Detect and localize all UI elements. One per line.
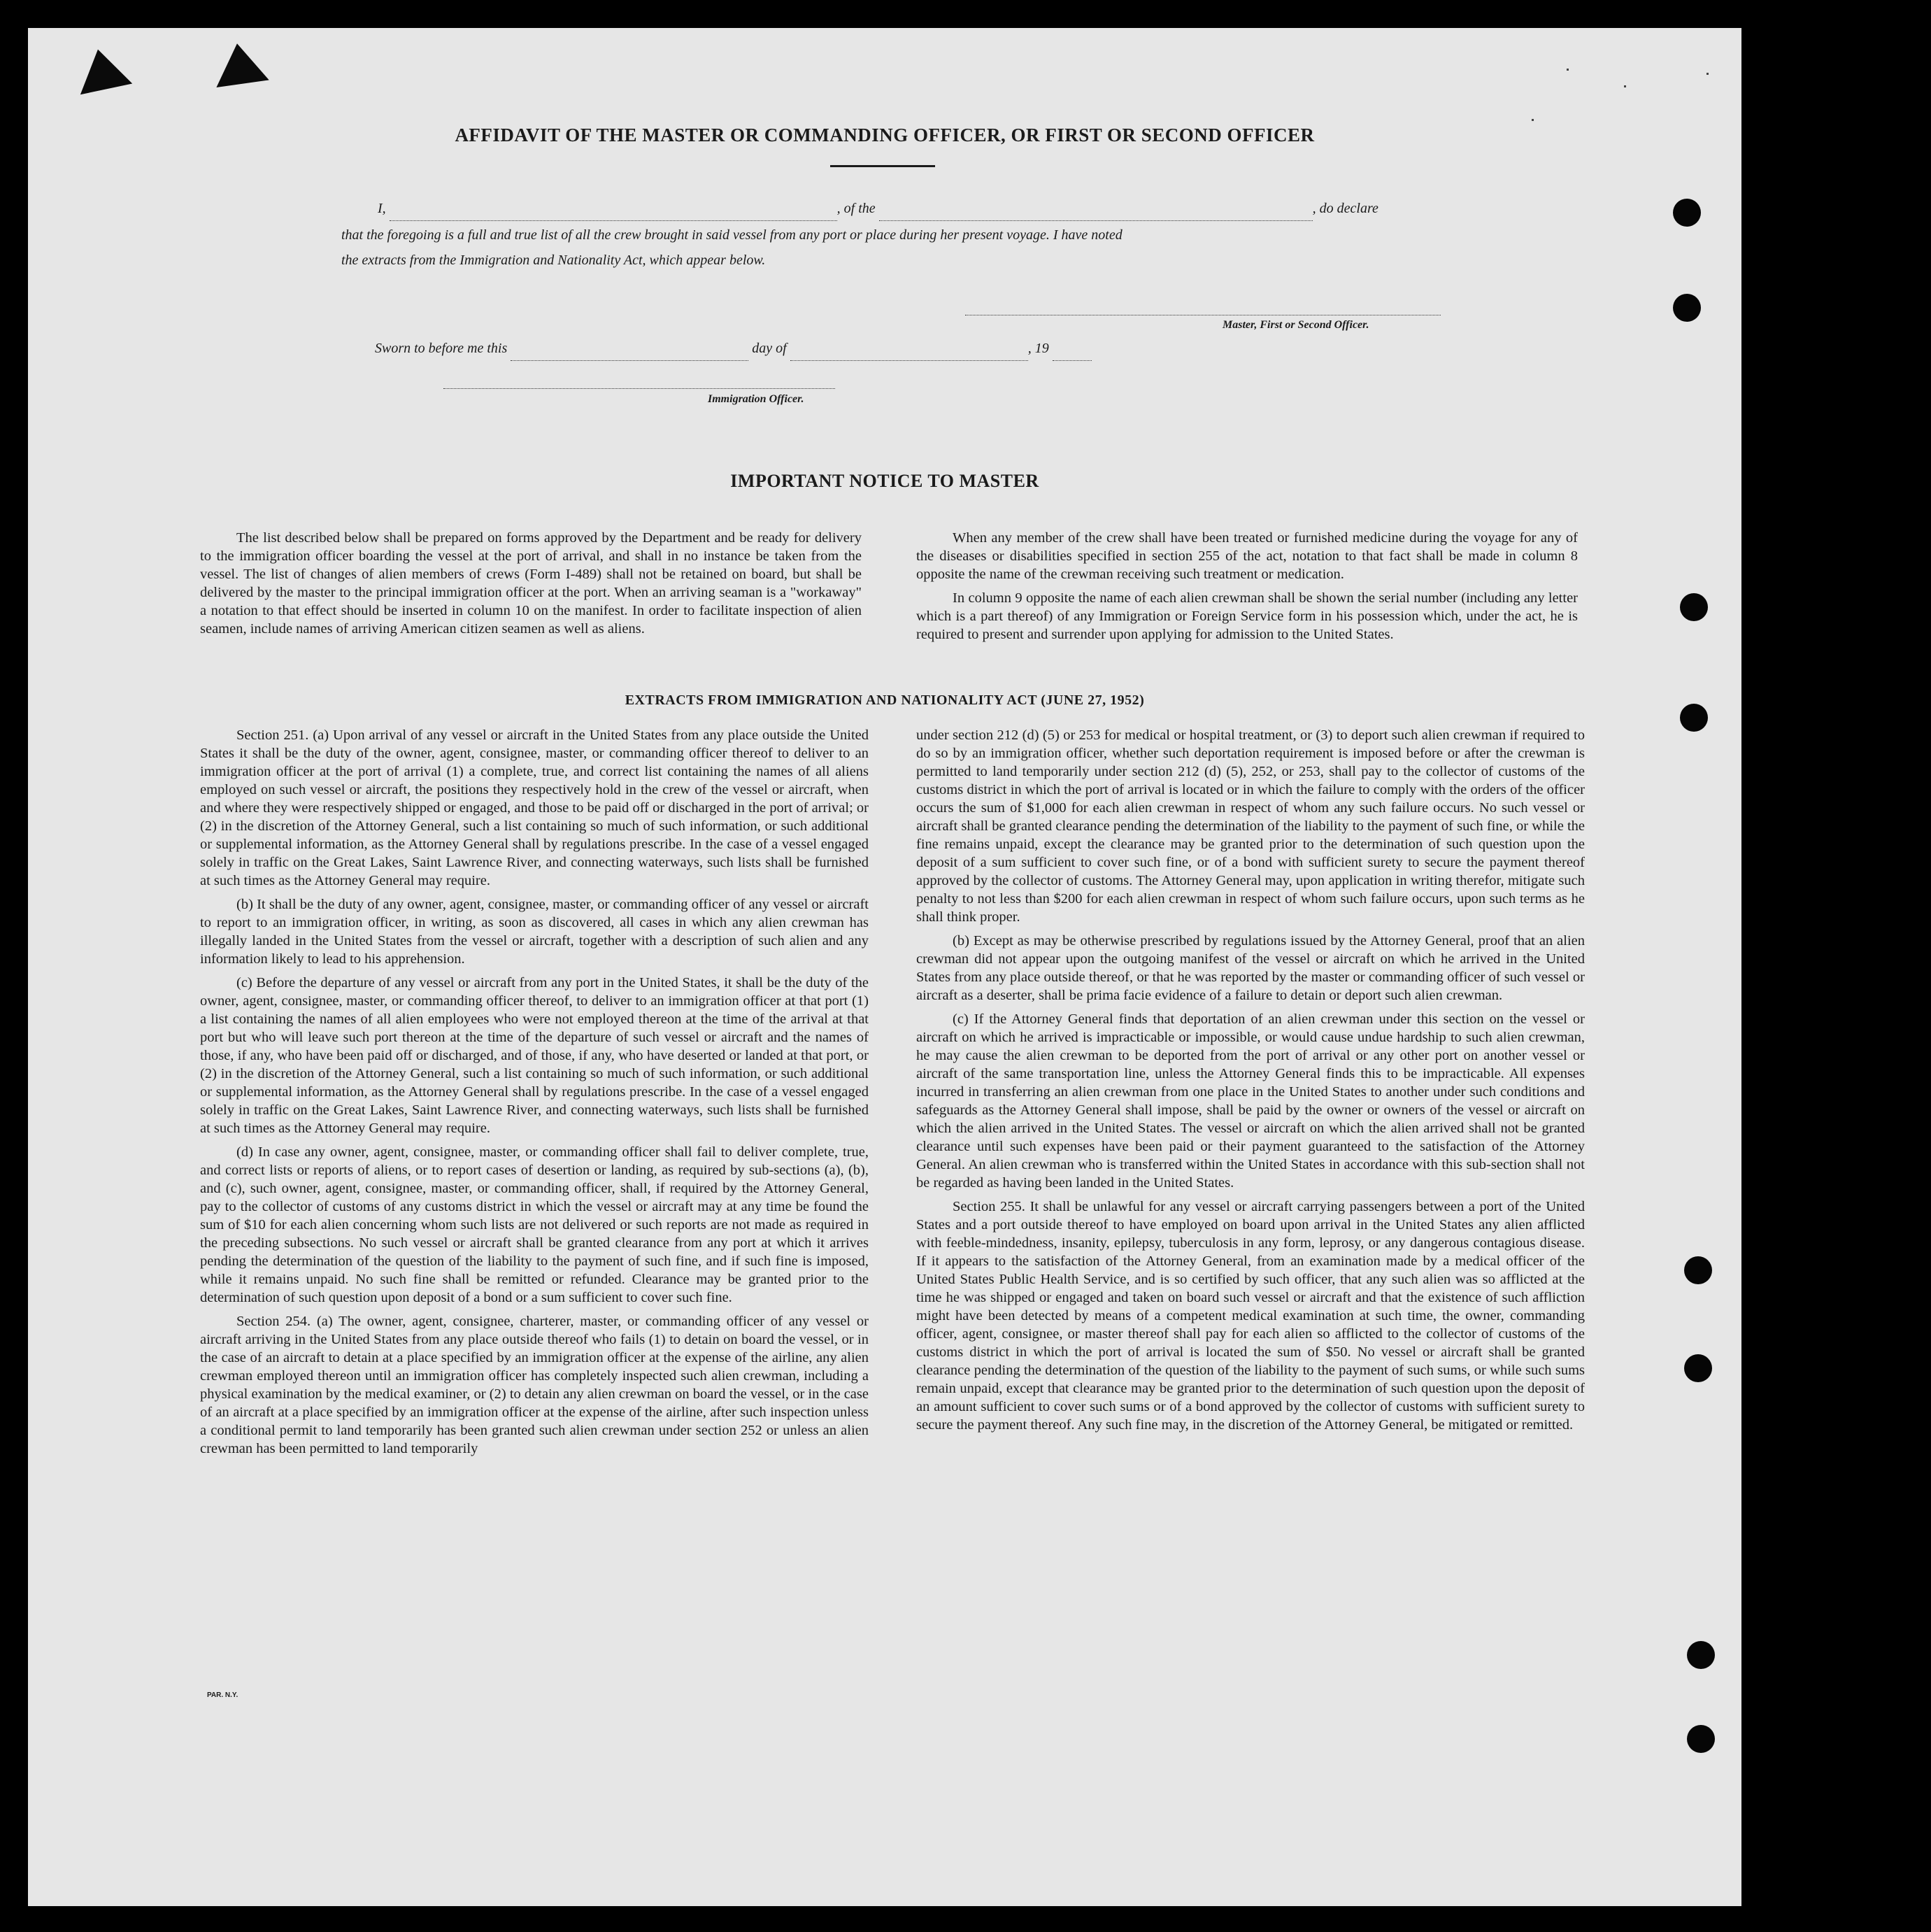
notice-left-column bbox=[200, 529, 862, 644]
sworn-year-label: , 19 bbox=[1027, 341, 1049, 356]
document-page bbox=[28, 28, 1741, 1906]
extract-paragraph: under section 212 (d) (5) or 253 for medical or hospital treatment, or (3) to deport such alien crewman if required to do so by an immigration officer, whether such deportation requirement is imposed before or after the crewman is permitted to land temporarily under section 212 (d) (5), 252, or 253, shall pay to the collector of customs of the customs district in which the port of arrival is located or in which the failure to comply with the orders of the officer occurs the sum of $1,000 for each alien crewman in respect of whom any such failure occurs. No such vessel or aircraft shall be granted clearance pending the determination of the liability to the payment of such fine, or while the fine remains unpaid, except the clearance may be granted prior to the determination of such question upon the deposit of a sum sufficient to cover such fine, or of a bond with sufficient surety to secure the payment thereof approved by the collector of customs. The Attorney General may, upon application in writing therefor, mitigate such penalty to not less than $200 for each alien crewman in respect of whom such failure occurs, upon such terms as he shall think proper. bbox=[916, 727, 1585, 925]
extracts-title: EXTRACTS FROM IMMIGRATION AND NATIONALITY ACT (JUNE 27, 1952) bbox=[625, 692, 1145, 708]
extract-paragraph: (c) If the Attorney General finds that deportation of an alien crewman under this section on the vessel or aircraft on which he arrived is impracticable or impossible, or would cause undue hardship to such alien crewman, he may cause the alien crewman to be deported from the port of arrival or any other port on another vessel or aircraft of the same transportation line, unless the Attorney General finds this to be impracticable. All expenses incurred in transferring an alien crewman from one place in the United States to another under such conditions and safeguards as the Attorney General shall impose, shall be paid by the owner or owners of the vessel or aircraft on which the alien arrived in the United States. The vessel or aircraft on which the alien arrived shall not be granted clearance until such expenses have been paid or their payment guaranteed to the satisfaction of the Attorney General. An alien crewman who is transferred within the United States in accordance with this sub-section shall not be regarded as having been landed in the United States. bbox=[916, 1011, 1585, 1191]
immigration-officer-caption: Immigration Officer. bbox=[708, 393, 804, 405]
printer-mark: PAR. N.Y. bbox=[207, 1691, 238, 1699]
sworn-line bbox=[375, 336, 1214, 361]
extract-paragraph: Section 255. It shall be unlawful for any vessel or aircraft carrying passengers between a port of the United States and a port outside thereof to have employed on board upon arrival in the United States any alien afflicted with feeble-mindedness, insanity, epilepsy, tuberculosis in any form, leprosy, or any dangerous contagious disease. If it appears to the satisfaction of the Attorney General, from an examination made by a medical officer of the United States Public Health Service, and is so certified by such officer, that any such alien was so afflicted at the time he was shipped or engaged and taken on board such vessel or aircraft and that the existence of such affliction might have been detected by means of a competent medical examination at such time, the owner, commanding officer, agent, consignee, or master thereof shall pay for each alien so afflicted to the collector of customs of the customs district in which the port of arrival is located the sum of $50. No vessel or aircraft shall be granted clearance pending the determination of the question of the liability to the payment of such sums, or while such sums remain unpaid, except that clearance may be granted prior to the determination of such question upon the deposit of an amount sufficient to cover such sums or of a bond approved by the collector of customs with sufficient surety to secure the payment thereof. Any such fine may, in the discretion of the Attorney General, be mitigated or remitted. bbox=[916, 1199, 1585, 1433]
extract-paragraph: (c) Before the departure of any vessel or aircraft from any port in the United States, it shall be the duty of the owner, agent, consignee, master, or commanding officer thereof, to deliver to an immigration officer at that port (1) a list containing the names of all alien employees who were not employed thereon at the time of the arrival at that port but who will leave such port thereon at the time of the departure of such vessel or aircraft and the names of those, if any, who have been paid off or discharged, and of those, if any, who have deserted or landed at that port, or (2) in the discretion of the Attorney General, such a list containing so much of such information, or such additional or supplemental information, as the Attorney General shall by regulations prescribe. In the case of a vessel engaged solely in traffic on the Great Lakes, Saint Lawrence River, and connecting waterways, such lists shall be furnished at such times as the Attorney General may require. bbox=[200, 975, 869, 1136]
affidavit-declare-label: , do declare bbox=[1312, 201, 1378, 216]
notice-title: IMPORTANT NOTICE TO MASTER bbox=[730, 471, 1039, 491]
sworn-month-field[interactable] bbox=[790, 343, 1028, 361]
extracts-right-column bbox=[916, 726, 1585, 1440]
speck bbox=[1706, 73, 1709, 75]
binder-hole bbox=[1687, 1725, 1715, 1753]
sworn-day-label: day of bbox=[752, 341, 787, 356]
affidavit-title: AFFIDAVIT OF THE MASTER OR COMMANDING OFFICER, OR FIRST OR SECOND OFFICER bbox=[455, 125, 1315, 145]
vessel-name-field[interactable] bbox=[879, 204, 1313, 221]
speck bbox=[1624, 85, 1626, 87]
sworn-year-field[interactable] bbox=[1053, 343, 1092, 361]
speck bbox=[1532, 119, 1534, 121]
extract-paragraph: Section 251. (a) Upon arrival of any vessel or aircraft in the United States from any place outside the United States it shall be the duty of the owner, agent, consignee, master, or commanding officer thereof to deliver to an immigration officer at the port of arrival (1) a complete, true, and correct list containing the names of all aliens employed on such vessel or aircraft, the positions they respectively hold in the crew of the vessel or aircraft, when and where they were respectively shipped or engaged, and those to be paid off or discharged in the port of arrival; or (2) in the discretion of the Attorney General, such a list containing so much of such information, or such additional or supplemental information, as the Attorney General shall by regulations prescribe. In the case of a vessel engaged solely in traffic on the Great Lakes, Saint Lawrence River, and connecting waterways, such lists shall be furnished at such times as the Attorney General may require. bbox=[200, 727, 869, 888]
notice-left-paragraph: The list described below shall be prepared on forms approved by the Department and be ready for delivery to the immigration officer boarding the vessel at the port of arrival, and shall in no instance be taken from the vessel. The list of changes of alien members of crews (Form I-489) shall not be retained on board, but shall be delivered by the master to the principal immigration officer at the port. When an arriving seaman is a "workaway" a notation to that effect should be inserted in column 10 on the manifest. In order to facilitate inspection of alien seamen, include names of arriving American citizen seamen as well as aliens. bbox=[200, 530, 862, 637]
affidavit-of-the-label: , of the bbox=[836, 201, 876, 216]
sworn-day-field[interactable] bbox=[511, 343, 748, 361]
extract-paragraph: (b) It shall be the duty of any owner, agent, consignee, master, or commanding officer of any vessel or aircraft to report to an immigration officer, in writing, as soon as discovered, all cases in which any alien crewman has illegally landed in the United States from the vessel or aircraft, together with a description of such alien and any information likely to lead to his apprehension. bbox=[200, 897, 869, 967]
affidavit-line-1 bbox=[378, 196, 1469, 221]
extract-paragraph: (d) In case any owner, agent, consignee, master, or commanding officer shall fail to deliver complete, true, and correct lists or reports of aliens, or to report cases of desertion or landing, as required by sub-sections (a), (b), and (c), such owner, agent, consignee, master, or commanding officer, shall, if required by the Attorney General, pay to the collector of customs of any customs district in which the vessel or aircraft may at any time be found the sum of $10 for each alien concerning whom such lists are not delivered or such reports are not made as required in the preceding subsections. No such vessel or aircraft shall be granted clearance from any port at which it arrives pending the determination of the question of the liability to the payment of such fine, and if such fine is imposed, while it remains unpaid. No such fine shall be remitted or refunded. Clearance may be granted prior to the determination of such question upon deposit of a bond or a sum sufficient to cover such fine. bbox=[200, 1144, 869, 1305]
extract-paragraph: Section 254. (a) The owner, agent, consignee, charterer, master, or commanding officer of any vessel or aircraft arriving in the United States from any place outside thereof who fails (1) to detain on board the vessel, or in the case of an aircraft to detain at a place specified by an immigration officer at the expense of the airline, any alien crewman employed thereon until an immigration officer has completely inspected such alien crewman, including a physical examination by the medical examiner, or (2) to detain any alien crewman on board the vessel, or in the case of an aircraft at a place specified by an immigration officer at the expense of the airline, after such inspection unless a conditional permit to land temporarily has been granted such alien crewman under section 252 or unless an alien crewman has been permitted to land temporarily bbox=[200, 1314, 869, 1456]
notice-right-column bbox=[916, 529, 1578, 649]
affidavit-i-label: I, bbox=[378, 201, 386, 216]
sworn-prefix: Sworn to before me this bbox=[375, 341, 508, 356]
master-signature-caption: Master, First or Second Officer. bbox=[1223, 319, 1369, 331]
speck bbox=[1567, 69, 1569, 71]
immigration-officer-signature-line[interactable] bbox=[443, 388, 835, 389]
binder-hole bbox=[1684, 1256, 1712, 1284]
binder-hole bbox=[1680, 593, 1708, 621]
affidavit-line-3: the extracts from the Immigration and Nationality Act, which appear below. bbox=[341, 253, 766, 268]
extract-paragraph: (b) Except as may be otherwise prescribed by regulations issued by the Attorney General, proof that an alien crewman did not appear upon the outgoing manifest of the vessel or aircraft on which he arrived in the United States from any place outside thereof, or that he was reported by the master or commanding officer of such vessel or aircraft as a deserter, shall be prima facie evidence of a failure to detain or deport such alien crewman. bbox=[916, 933, 1585, 1003]
notice-right-paragraph-2: In column 9 opposite the name of each alien crewman shall be shown the serial number (including any letter which is a part thereof) of any Immigration or Foreign Service form in his possession which, under the act, he is required to present and surrender upon applying for admission to the United States. bbox=[916, 590, 1578, 642]
binder-hole bbox=[1684, 1354, 1712, 1382]
binder-hole bbox=[1673, 199, 1701, 227]
corner-tab-mark-right bbox=[211, 40, 269, 87]
corner-tab-mark-left bbox=[72, 44, 132, 95]
title-rule bbox=[830, 165, 935, 167]
binder-hole bbox=[1673, 294, 1701, 322]
declarant-name-field[interactable] bbox=[390, 204, 837, 221]
binder-hole bbox=[1687, 1641, 1715, 1669]
affidavit-line-2: that the foregoing is a full and true list of all the crew brought in said vessel from any port or place during her present voyage. I have noted bbox=[341, 227, 1123, 243]
notice-right-paragraph-1: When any member of the crew shall have been treated or furnished medicine during the voyage for any of the diseases or disabilities specified in section 255 of the act, notation to that fact shall be made in column 8 opposite the name of the crewman receiving such treatment or medication. bbox=[916, 530, 1578, 582]
extracts-left-column bbox=[200, 726, 869, 1463]
